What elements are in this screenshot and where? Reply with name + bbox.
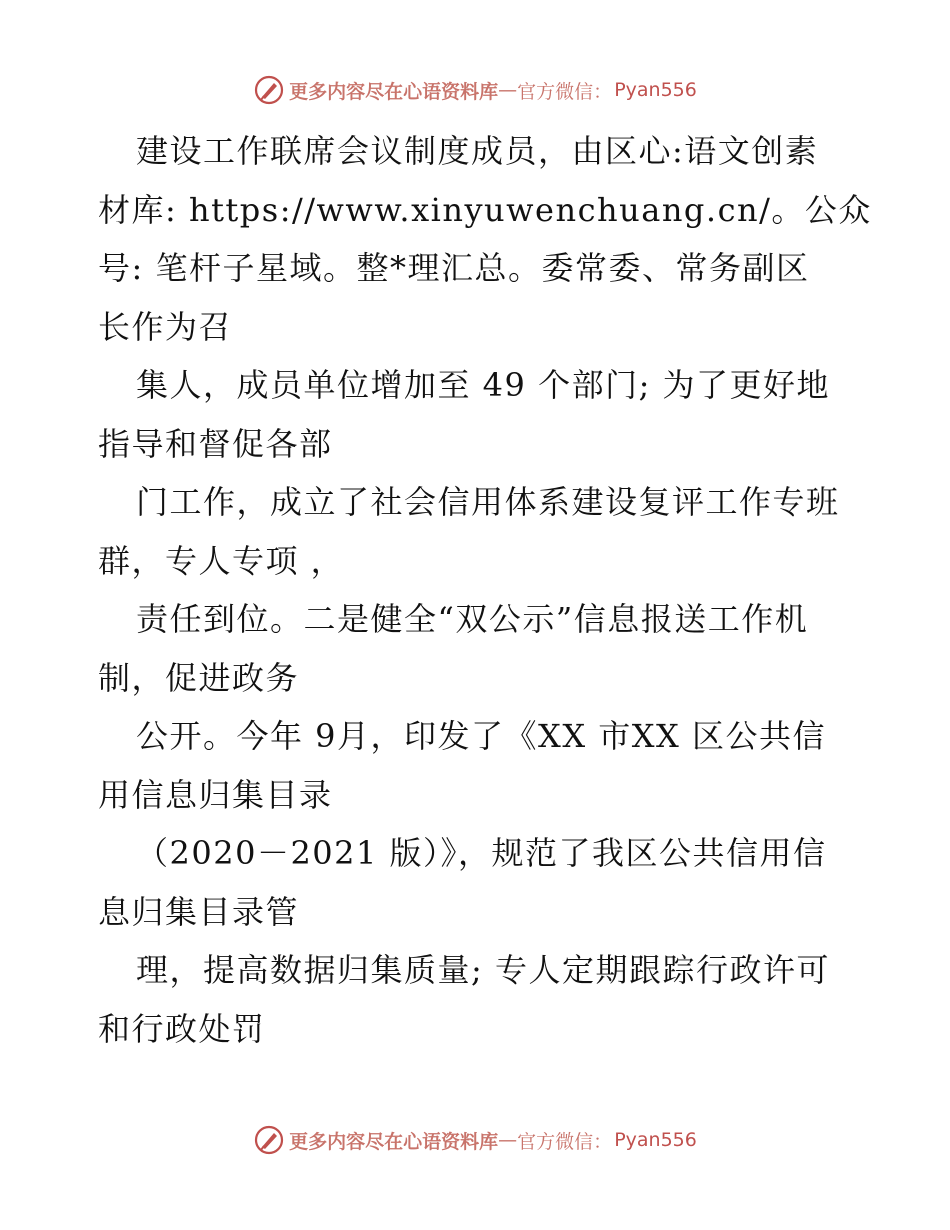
paragraph bbox=[98, 707, 868, 824]
text-line: 群，专人专项 ， bbox=[98, 541, 345, 580]
text-line: 指导和督促各部 bbox=[98, 424, 333, 463]
banner-title: 更多内容尽在心语资料库 bbox=[289, 80, 499, 103]
banner-separator: — bbox=[498, 79, 518, 101]
text-line: 理，提高数据归集质量; 专人定期跟踪行政许可 bbox=[136, 951, 830, 989]
quill-logo-icon bbox=[253, 1124, 285, 1156]
paragraph bbox=[98, 356, 868, 473]
text-line: 材库: https://www.xinyuwenchuang.cn/。公众 bbox=[98, 190, 872, 229]
text-line: 建设工作联席会议制度成员，由区心:语文创素 bbox=[136, 132, 819, 170]
paragraph bbox=[98, 473, 868, 590]
text-line: 息归集目录管 bbox=[98, 892, 300, 931]
footer-banner bbox=[0, 1120, 950, 1160]
banner-wechat-id: Pyan556 bbox=[614, 79, 697, 101]
banner-separator: — bbox=[498, 1129, 518, 1151]
paragraph bbox=[98, 122, 872, 356]
paragraph bbox=[98, 941, 868, 1058]
banner-wechat-label: 官方微信： bbox=[517, 80, 613, 103]
banner-wechat-id: Pyan556 bbox=[614, 1129, 697, 1151]
document-body bbox=[98, 122, 872, 1058]
text-line: 用信息归集目录 bbox=[98, 775, 333, 814]
text-line: 集人，成员单位增加至 49 个部门; 为了更好地 bbox=[136, 366, 831, 404]
text-line: 门工作，成立了社会信用体系建设复评工作专班 bbox=[136, 483, 840, 521]
banner-title: 更多内容尽在心语资料库 bbox=[289, 1130, 499, 1153]
text-line: 制，促进政务 bbox=[98, 658, 300, 697]
text-line: 公开。今年 9月，印发了《XX 市XX 区公共信 bbox=[136, 717, 827, 755]
banner-wechat-label: 官方微信： bbox=[517, 1130, 613, 1153]
text-line: 责任到位。二是健全“双公示”信息报送工作机 bbox=[136, 600, 809, 638]
text-line: 和行政处罚 bbox=[98, 1009, 266, 1048]
text-line: （2020－2021 版）》，规范了我区公共信用信 bbox=[136, 834, 827, 872]
paragraph bbox=[98, 824, 868, 941]
text-line: 号: 笔杆子星域。整*理汇总。委常委、常务副区 bbox=[98, 249, 810, 287]
paragraph bbox=[98, 590, 868, 707]
header-banner bbox=[0, 70, 950, 110]
quill-logo-icon bbox=[253, 74, 285, 106]
text-line: 长作为召 bbox=[98, 307, 233, 346]
